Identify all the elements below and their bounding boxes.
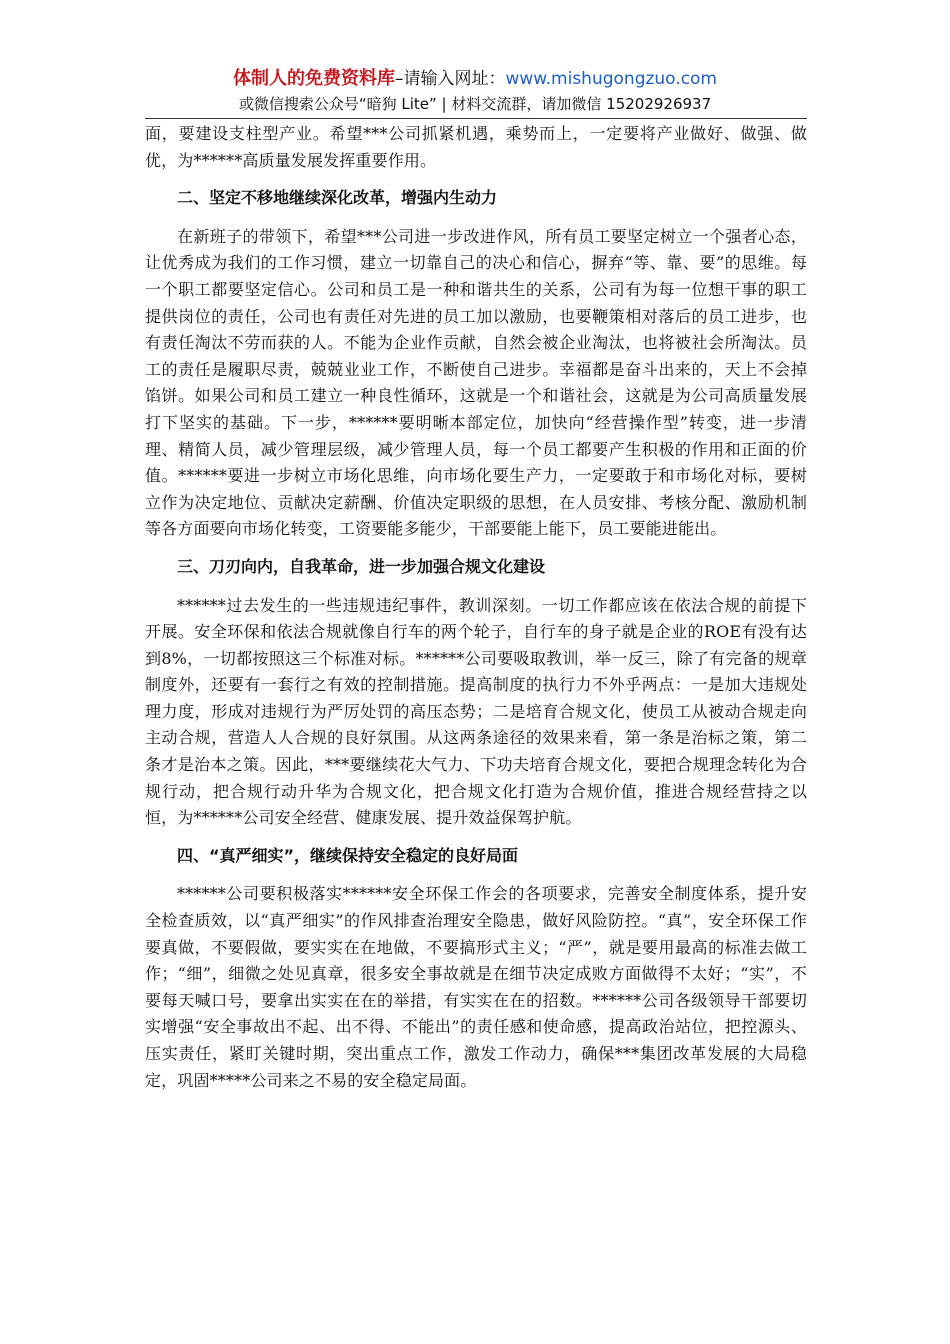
header-divider xyxy=(145,118,807,119)
header-line-1 xyxy=(0,66,950,92)
header-url-link[interactable]: www.mishugongzuo.com xyxy=(505,69,717,89)
section-4-paragraph: ******公司要积极落实******安全环保工作会的各项要求，完善安全制度体系，提升安全检查质效，以“真严细实”的作风排查治理安全隐患，做好风险防控。“真”，安全环保工作要真做，不要假做，要实实在在地做，不要搞形式主义；“严”，就是要用最高的标准去做工作；“细”，细微之处见真章，很多安全事故就是在细节决定成败方面做得不太好；“实”，不要每天喊口号，要拿出实实在在的举措，有实实在在的招数。******公司各级领导干部要切实增强“安全事故出不起、出不得、不能出”的责任感和使命感，提高政治站位，把控源头、压实责任，紧盯关键时期，突出重点工作，激发工作动力，确保***集团改革发展的大局稳定，巩固*****公司来之不易的安全稳定局面。 xyxy=(145,884,807,1090)
intro-paragraph: 面，要建设支柱型产业。希望***公司抓紧机遇，乘势而上，一定要将产业做好、做强、做优，为******高质量发展发挥重要作用。 xyxy=(145,124,807,170)
section-2-heading: 二、坚定不移地继续深化改革，增强内生动力 xyxy=(177,188,498,208)
header-brand: 体制人的免费资料库 xyxy=(232,68,395,89)
header-prompt: –请输入网址： xyxy=(394,69,506,89)
page-header xyxy=(0,66,950,116)
header-line-2: 或微信搜索公众号“暗狗 Lite” | 材料交流群，请加微信 15202926937 xyxy=(238,95,712,113)
document-body xyxy=(145,121,807,1094)
section-3-heading: 三、刀刃向内，自我革命，进一步加强合规文化建设 xyxy=(177,556,546,576)
section-4-heading: 四、“真严细实”，继续保持安全稳定的良好局面 xyxy=(177,845,519,865)
section-3-paragraph: ******过去发生的一些违规违纪事件，教训深刻。一切工作都应该在依法合规的前提下开展。安全环保和依法合规就像自行车的两个轮子，自行车的身子就是企业的ROE有没有达到8%，一切都按照这三个标准对标。******公司要吸取教训，举一反三，除了有完备的规章制度外，还要有一套行之有效的控制措施。提高制度的执行力不外乎两点：一是加大违规处理力度，形成对违规行为严厉处罚的高压态势；二是培育合规文化，使员工从被动合规走向主动合规，营造人人合规的良好氛围。从这两条途径的效果来看，第一条是治标之策，第二条才是治本之策。因此，***要继续花大气力、下功夫培育合规文化，要把合规理念转化为合规行动，把合规行动升华为合规文化，把合规文化打造为合规价值，推进合规经营持之以恒，为******公司安全经营、健康发展、提升效益保驾护航。 xyxy=(145,595,807,828)
section-2-paragraph: 在新班子的带领下，希望***公司进一步改进作风，所有员工要坚定树立一个强者心态，让优秀成为我们的工作习惯，建立一切靠自己的决心和信心，摒弃“等、靠、要”的思维。每一个职工都要坚定信心。公司和员工是一种和谐共生的关系，公司有为每一位想干事的职工提供岗位的责任，公司也有责任对先进的员工加以激励，也要鞭策相对落后的员工进步，也有责任淘汰不劳而获的人。不能为企业作贡献，自然会被企业淘汰，也将被社会所淘汰。员工的责任是履职尽责，兢兢业业工作，不断使自己进步。幸福都是奋斗出来的，天上不会掉馅饼。如果公司和员工建立一种良性循环，这就是一个和谐社会，这就是为公司高质量发展打下坚实的基础。下一步，******要明晰本部定位，加快向“经营操作型”转变，进一步清理、精简人员，减少管理层级，减少管理人员，每一个员工都要产生积极的作用和正面的价值。******要进一步树立市场化思维，向市场化要生产力，一定要敢于和市场化对标，要树立作为决定地位、贡献决定薪酬、价值决定职级的思想，在人员安排、考核分配、激励机制等各方面要向市场化转变，工资要能多能少，干部要能上能下，员工要能进能出。 xyxy=(145,226,807,539)
